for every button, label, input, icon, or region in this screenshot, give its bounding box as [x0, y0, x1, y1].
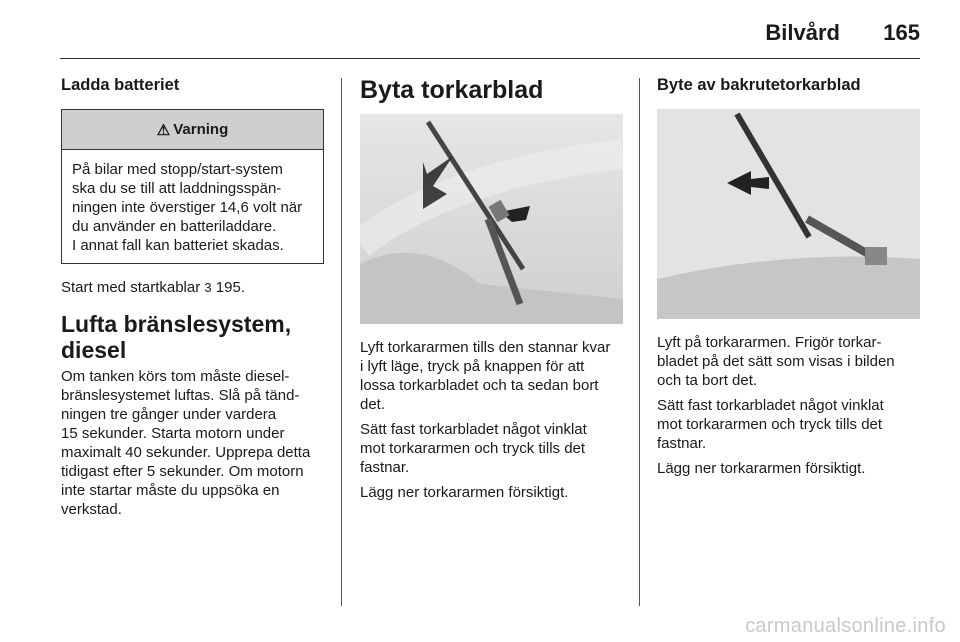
instruction-paragraph — [657, 459, 920, 478]
body-line: mot torkararmen och tryck tills det — [360, 440, 586, 457]
body-line: Lägg ner torkararmen försiktigt. — [657, 460, 866, 477]
instruction-paragraph — [360, 483, 624, 502]
body-line: fastnar. — [657, 435, 707, 452]
body-line: fastnar. — [360, 459, 410, 476]
column-divider — [341, 78, 342, 606]
body-line: Sätt fast torkarbladet något vinklat — [657, 397, 884, 414]
body-line: i lyft läge, tryck på knappen för att — [360, 358, 585, 375]
column-3 — [657, 76, 920, 478]
instruction-paragraph — [360, 420, 624, 477]
section-title-line: Lufta bränslesystem, — [61, 311, 292, 337]
section-heading-battery: Ladda batteriet — [61, 76, 180, 94]
windscreen-wiper-illustration — [360, 114, 623, 324]
warning-header — [62, 110, 323, 150]
body-line: och ta bort det. — [657, 372, 758, 389]
body-line: Lägg ner torkararmen försiktigt. — [360, 484, 569, 501]
cross-reference-text: Start med startkablar — [61, 279, 201, 296]
watermark: carmanualsonline.info — [745, 615, 946, 637]
header-rule — [60, 58, 920, 59]
body-line: maximalt 40 sekunder. Upprepa detta — [61, 444, 311, 461]
body-line: det. — [360, 396, 386, 413]
body-line: Sätt fast torkarbladet något vinklat — [360, 421, 587, 438]
cross-reference — [61, 278, 324, 297]
warning-line: du använder en batteriladdare. — [72, 218, 277, 235]
warning-title: Varning — [173, 121, 229, 138]
body-line: bränslesystemet luftas. Slå på tänd- — [61, 387, 300, 404]
body-paragraph — [61, 367, 324, 519]
section-heading-rear-wiper: Byte av bakrutetorkarblad — [657, 76, 861, 94]
body-line: tidigast efter 5 sekunder. Om motorn — [61, 463, 304, 480]
body-line: mot torkararmen och tryck tills det — [657, 416, 883, 433]
section-title-line: diesel — [61, 337, 127, 363]
body-line: 15 sekunder. Starta motorn under — [61, 425, 285, 442]
body-line: verkstad. — [61, 501, 122, 518]
cross-reference-page[interactable]: 195. — [215, 279, 245, 296]
body-line: bladet på det sätt som visas i bilden — [657, 353, 895, 370]
column-2 — [360, 76, 624, 502]
page-number: 165 — [883, 20, 920, 45]
section-title-wiper: Byta torkarblad — [360, 76, 544, 104]
warning-line: ska du se till att laddningsspän- — [72, 180, 282, 197]
page-header — [60, 18, 920, 58]
body-line: ningen tre gånger under vardera — [61, 406, 277, 423]
instruction-paragraph — [657, 333, 920, 390]
body-line: Lyft torkararmen tills den stannar kvar — [360, 339, 611, 356]
page-title: Bilvård — [765, 20, 840, 45]
warning-line: På bilar med stopp/start-system — [72, 161, 283, 178]
body-line: lossa torkarbladet och ta sedan bort — [360, 377, 599, 394]
body-line: Om tanken körs tom måste diesel- — [61, 368, 290, 385]
body-line: inte startar måste du uppsöka en — [61, 482, 280, 499]
warning-triangle-icon: ⚠ — [156, 121, 171, 139]
column-divider — [639, 78, 640, 606]
warning-line: ningen inte överstiger 14,6 volt när — [72, 199, 303, 216]
column-1 — [61, 76, 324, 519]
warning-box — [61, 109, 324, 264]
warning-body — [62, 150, 323, 263]
rear-wiper-illustration — [657, 109, 920, 319]
cross-reference-arrow-icon: 3 — [204, 280, 212, 295]
instruction-paragraph — [360, 338, 624, 414]
instruction-paragraph — [657, 396, 920, 453]
warning-line: I annat fall kan batteriet skadas. — [72, 237, 284, 254]
body-line: Lyft på torkararmen. Frigör torkar- — [657, 334, 882, 351]
